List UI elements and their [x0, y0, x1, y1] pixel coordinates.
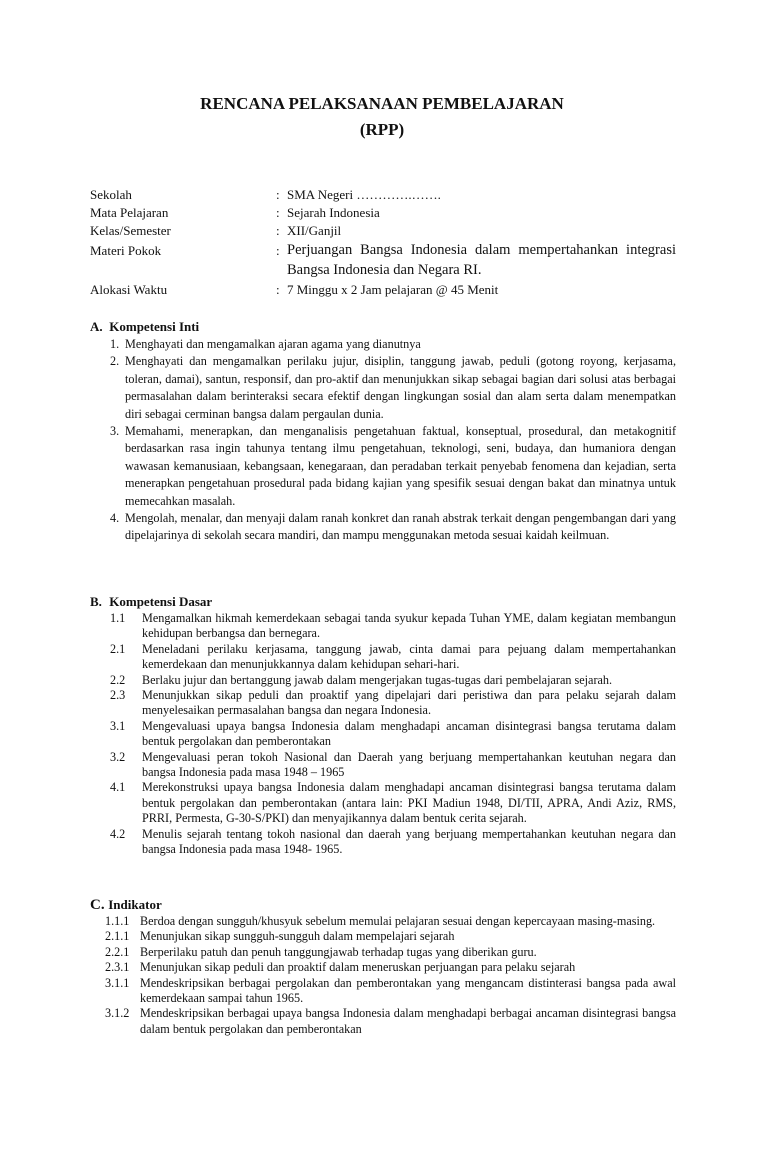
- item-text: Berlaku jujur dan bertanggung jawab dalam mengerjakan tugas-tugas dari pembelajaran sejarah.: [142, 672, 613, 687]
- list-item: [90, 827, 676, 858]
- list-item: [90, 336, 676, 353]
- meta-label: Mata Pelajaran: [90, 205, 169, 220]
- item-text: Merekonstruksi upaya bangsa Indonesia dalam menghadapi ancaman disintegrasi bangsa terutama dalam bentuk pergolakan dan pemberontakan (antara lain: PKI Madiun 1948, DI/TII, APRA, Andi Aziz, RMS, PRRI, Permesta, G-30-S/PKI) dan menyajikannya dalam bentuk cerita sejarah.: [142, 780, 676, 826]
- item-number: 3.1.1: [105, 975, 130, 990]
- item-number: 4.1: [110, 780, 126, 795]
- meta-label: Alokasi Waktu: [90, 282, 168, 297]
- meta-row-kelas-semester: [90, 222, 676, 239]
- meta-row-sekolah: [90, 186, 676, 203]
- section-title: Kompetensi Inti: [109, 319, 200, 334]
- list-item: [90, 510, 676, 545]
- item-number: 3.1.2: [105, 1006, 130, 1021]
- meta-colon: :: [276, 205, 280, 220]
- list-item: [90, 945, 676, 960]
- meta-label: Sekolah: [90, 187, 132, 202]
- item-text: Menghayati dan mengamalkan perilaku jujur, disiplin, tanggung jawab, peduli (gotong royong, kerjasama, toleran, damai), santun, responsif, dan pro-aktif dan menunjukkan sikap sebagai bagian dari solusi atas berbagai permasalahan dalam berinteraksi secara efektif dengan lingkungan sosial dan alam serta dalam menempatkan diri sebagai cerminan bangsa dalam pergaulan dunia.: [125, 354, 676, 421]
- meta-value: SMA Negeri ………….…….: [287, 187, 441, 202]
- item-number: 4.: [110, 511, 120, 526]
- meta-row-mata-pelajaran: [90, 204, 676, 221]
- section-heading: [90, 896, 676, 914]
- item-text: Mengevaluasi peran tokoh Nasional dan Daerah yang berjuang mempertahankan keutuhan negara dan bangsa Indonesia pada masa 1948 – 1965: [142, 749, 676, 780]
- item-text: Menunjukkan sikap peduli dan proaktif yang dipelajari dari peristiwa dan para pelaku sejarah dalam menyelesaikan permasalahan bangsa dan negara Indonesia.: [142, 688, 676, 718]
- list-item: [90, 719, 676, 750]
- meta-label: Kelas/Semester: [90, 223, 171, 238]
- meta-colon: :: [276, 223, 280, 238]
- item-text: Meneladani perilaku kerjasama, tanggung jawab, cinta damai para pejuang dalam mempertahankan kemerdekaan dan menunjukkannya dalam kehidupan sehari-hari.: [142, 641, 676, 672]
- meta-row-materi-pokok: [90, 240, 676, 280]
- section-kompetensi-inti: [90, 318, 676, 545]
- list-item: [90, 914, 676, 929]
- item-number: 2.: [110, 354, 120, 369]
- item-text: Mengamalkan hikmah kemerdekaan sebagai tanda syukur kepada Tuhan YME, dalam kegiatan membangun kehidupan berbangsa dan bernegara.: [142, 611, 676, 641]
- item-number: 2.3.1: [105, 960, 130, 975]
- item-text: Memahami, menerapkan, dan menganalisis pengetahuan faktual, konseptual, prosedural, dan metakognitif berdasarkan rasa ingin tahunya tentang ilmu pengetahuan, teknologi, seni, budaya, dan humaniora dengan wawasan kemanusiaan, kebangsaan, kenegaraan, dan peradaban terkait penyebab fenomena dan kejadian, serta menerapkan pengetahuan prosedural pada bidang kajian yang spesifik sesuai dengan bakat dan minatnya untuk memecahkan masalah.: [125, 424, 676, 508]
- list-item: [90, 1006, 676, 1037]
- list-item: [90, 642, 676, 673]
- item-number: 2.1.1: [105, 929, 130, 944]
- meta-value: Perjuangan Bangsa Indonesia dalam mempertahankan integrasi Bangsa Indonesia dan Negara RI.: [287, 242, 676, 278]
- item-number: 1.: [110, 337, 120, 351]
- list-item: [90, 611, 676, 642]
- list-item: [90, 929, 676, 944]
- item-text: Mendeskripsikan berbagai upaya bangsa Indonesia dalam menghadapi berbagai ancaman disintegrasi bangsa dalam bentuk pergolakan dan pemberontakan: [140, 1006, 676, 1036]
- meta-label: Materi Pokok: [90, 243, 162, 258]
- section-letter: B.: [90, 594, 102, 609]
- item-number: 3.2: [110, 749, 126, 764]
- item-number: 2.3: [110, 688, 126, 703]
- list-item: [90, 688, 676, 719]
- item-text: Mendeskripsikan berbagai pergolakan dan pemberontakan yang mengancam distinterasi bangsa pada awal kemerdekaan sampai tahun 1965.: [140, 975, 676, 1006]
- list-item: [90, 976, 676, 1007]
- list-item: [90, 960, 676, 975]
- list-item: [90, 423, 676, 510]
- section-heading: [90, 593, 676, 611]
- meta-value: Sejarah Indonesia: [287, 205, 380, 220]
- item-number: 2.1: [110, 641, 126, 656]
- meta-colon: :: [276, 187, 280, 202]
- section-title: Kompetensi Dasar: [109, 594, 213, 609]
- meta-colon: :: [276, 243, 280, 258]
- item-number: 1.1.1: [105, 914, 130, 928]
- list-item: [90, 780, 676, 826]
- section-heading: [90, 318, 676, 336]
- item-number: 2.2.1: [105, 944, 130, 959]
- section-indikator: [90, 896, 676, 1037]
- list-item: [90, 353, 676, 423]
- item-text: Menunjukan sikap sungguh-sungguh dalam mempelajari sejarah: [140, 929, 455, 944]
- section-letter: A.: [90, 319, 103, 334]
- item-text: Menulis sejarah tentang tokoh nasional dan daerah yang berjuang mempertahankan keutuhan negara dan bangsa Indonesia pada masa 1948- 1965.: [142, 826, 676, 857]
- list-item: [90, 750, 676, 781]
- item-number: 1.1: [110, 611, 126, 625]
- identity-table: [90, 186, 676, 299]
- meta-value: 7 Minggu x 2 Jam pelajaran @ 45 Menit: [287, 282, 499, 297]
- section-title: Indikator: [108, 897, 162, 912]
- item-text: Menghayati dan mengamalkan ajaran agama yang dianutnya: [125, 337, 421, 351]
- item-number: 2.2: [110, 672, 126, 687]
- item-text: Mengolah, menalar, dan menyaji dalam ranah konkret dan ranah abstrak terkait dengan pengembangan dari yang dipelajarinya di sekolah secara mandiri, dan mampu menggunakan metoda sesuai kaidah keilmuan.: [125, 511, 676, 543]
- document-title: RENCANA PELAKSANAAN PEMBELAJARAN: [200, 94, 564, 113]
- document-subtitle: (RPP): [359, 120, 405, 139]
- meta-colon: :: [276, 282, 280, 297]
- item-number: 3.1: [110, 718, 126, 733]
- item-number: 3.: [110, 424, 120, 439]
- item-number: 4.2: [110, 826, 126, 841]
- meta-value: XII/Ganjil: [287, 223, 342, 238]
- item-text: Menunjukan sikap peduli dan proaktif dalam meneruskan perjuangan para pelaku sejarah: [140, 960, 576, 975]
- item-text: Mengevaluasi upaya bangsa Indonesia dalam menghadapi ancaman disintegrasi bangsa terutama dalam bentuk pergolakan dan pemberontakan: [142, 718, 676, 749]
- item-text: Berdoa dengan sungguh/khusyuk sebelum memulai pelajaran sesuai dengan kepercayaan masing-masing.: [140, 914, 656, 928]
- section-kompetensi-dasar: [90, 593, 676, 858]
- meta-row-alokasi-waktu: [90, 281, 676, 298]
- list-item: [90, 673, 676, 688]
- section-letter: C.: [90, 897, 105, 913]
- item-text: Berperilaku patuh dan penuh tanggungjawab terhadap tugas yang diberikan guru.: [140, 944, 537, 959]
